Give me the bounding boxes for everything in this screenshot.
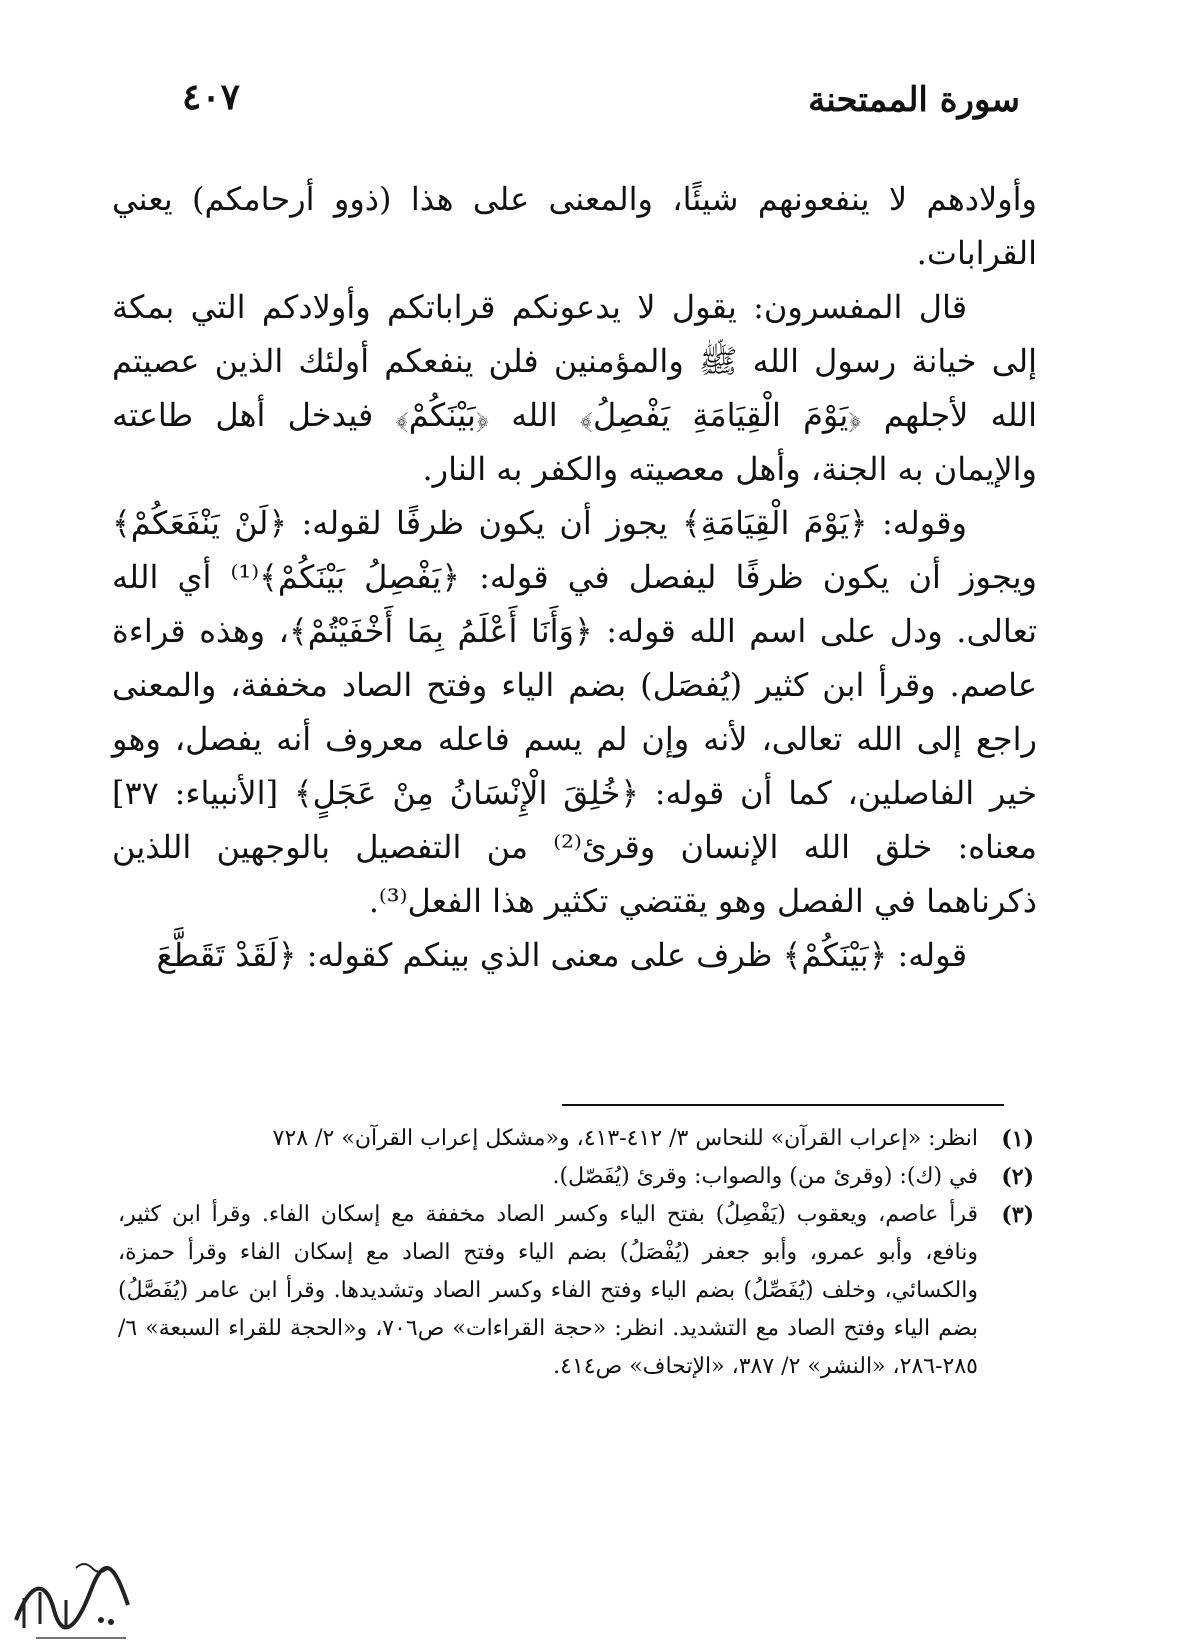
footnote-text: في (ك): (وقرئ من) والصواب: وقرئ (يُفَصّل). bbox=[552, 1164, 978, 1189]
footnote-number: (٣) bbox=[1001, 1202, 1034, 1228]
paragraph: وقوله: ﴿يَوْمَ الْقِيَامَةِ﴾ يجوز أن يكون ظرفًا لقوله: ﴿لَنْ يَنْفَعَكُمْ﴾ ويجوز أن يكون ظرفًا ليفصل في قوله: ﴿يَفْصِلُ بَيْنَكُمْ﴾⁽¹⁾ أي الله تعالى. ودل على اسم الله قوله: ﴿وَأَنَا أَعْلَمُ بِمَا أَخْفَيْتُمْ﴾، وهذه قراءة عاصم. وقرأ ابن كثير (يُفصَل) بضم الياء وفتح الصاد مخففة، والمعنى راجع إلى الله تعالى، لأنه وإن لم يسم فاعله معروف أنه يفصل، وهو خير الفاصلين، كما أن قوله: ﴿خُلِقَ الْإِنْسَانُ مِنْ عَجَلٍ﴾ [الأنبياء: ٣٧] معناه: خلق الله الإنسان وقرئ⁽²⁾ من التفصيل بالوجهين اللذين ذكرناهما في الفصل وهو يقتضي تكثير هذا الفعل⁽³⁾. bbox=[112, 504, 1038, 920]
footnote-text: انظر: «إعراب القرآن» للنحاس ٣/ ٤١٢-٤١٣، و«مشكل إعراب القرآن» ٢/ ٧٢٨ bbox=[272, 1126, 978, 1151]
footnote-text: قرأ عاصم، ويعقوب (يَفْصِلُ) بفتح الياء وكسر الصاد مخففة مع إسكان الفاء. وقرأ ابن كثير، ونافع، وأبو عمرو، وأبو جعفر (يُفْصَلُ) بضم الياء وفتح الصاد مع إسكان الفاء وقرأ حمزة، والكسائي، وخلف (يُفَصِّلُ) بضم الياء وفتح الفاء وكسر الصاد وتشديدها. وقرأ ابن عامر (يُفَصَّلُ) بضم الياء وفتح الصاد مع التشديد. انظر: «حجة القراءات» ص٧٠٦، و«الحجة للقراء السبعة» ٦/ ٢٨٥-٢٨٦، «النشر» ٢/ ٣٨٧، «الإتحاف» ص٤١٤. bbox=[118, 1202, 978, 1379]
footnote bbox=[118, 1120, 1034, 1158]
page-number: ٤٠٧ bbox=[182, 76, 241, 118]
paragraph: قوله: ﴿بَيْنَكُمْ﴾ ظرف على معنى الذي بينكم كقوله: ﴿لَقَدْ تَقَطَّعَ bbox=[156, 936, 967, 974]
footnote-number: (٢) bbox=[1001, 1164, 1034, 1190]
footnote bbox=[118, 1158, 1034, 1196]
main-text bbox=[112, 172, 1037, 982]
library-seal-logo bbox=[6, 1550, 136, 1645]
footnote-divider bbox=[562, 1104, 1004, 1106]
paragraph: وأولادهم لا ينفعونهم شيئًا، والمعنى على هذا (ذوو أرحامكم) يعني القرابات. bbox=[112, 180, 1037, 272]
footnotes bbox=[118, 1120, 1034, 1386]
footnote-number: (١) bbox=[1001, 1126, 1034, 1152]
page-header bbox=[160, 72, 1020, 132]
footnote bbox=[118, 1196, 1034, 1386]
paragraph: قال المفسرون: يقول لا يدعونكم قراباتكم وأولادكم التي بمكة إلى خيانة رسول الله ﷺ والمؤمنين فلن ينفعكم أولئك الذين عصيتم الله لأجلهم ﴿يَوْمَ الْقِيَامَةِ يَفْصِلُ﴾ الله ﴿بَيْنَكُمْ﴾ فيدخل أهل طاعته والإيمان به الجنة، وأهل معصيته والكفر به النار. bbox=[112, 288, 1037, 488]
running-title: سورة الممتحنة bbox=[808, 80, 1020, 120]
